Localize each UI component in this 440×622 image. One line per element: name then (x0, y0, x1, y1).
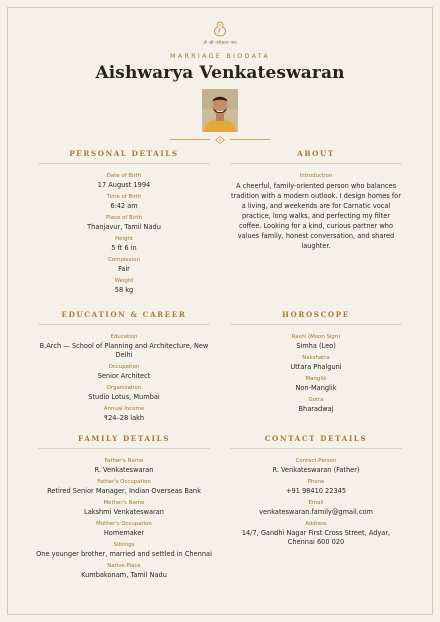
field-manglik (230, 376, 402, 393)
field-complexion (38, 257, 210, 274)
education-career-section (38, 310, 210, 423)
profile-photo (202, 89, 238, 132)
about-section (230, 149, 402, 251)
phone-value[interactable]: +91 98410 22345 (285, 487, 347, 495)
field-label: Address (305, 521, 327, 527)
field-label: Introduction (299, 173, 333, 179)
field-label: Nakshatra (302, 355, 330, 361)
horoscope-section (230, 310, 402, 414)
field-label: Contact Person (295, 458, 337, 464)
field-education (38, 334, 210, 360)
section-rule (230, 324, 402, 325)
section-rule (230, 448, 402, 449)
field-gotra (230, 397, 402, 414)
field-fathers-occupation (38, 479, 210, 496)
field-value: Retired Senior Manager, Indian Overseas Bank (47, 487, 201, 495)
field-fathers-name (38, 458, 210, 475)
field-introduction (230, 173, 402, 251)
field-label: Complexion (108, 257, 140, 263)
field-value: ₹24–28 lakh (103, 414, 145, 422)
field-label: Father's Occupation (97, 479, 151, 485)
field-value: R. Venkateswaran (Father) (272, 466, 360, 474)
field-label: Occupation (108, 364, 140, 370)
field-weight (38, 278, 210, 295)
field-siblings (38, 542, 210, 559)
field-phone (230, 479, 402, 496)
field-label: Time of Birth (106, 194, 142, 200)
field-contact-person (230, 458, 402, 475)
header-divider (170, 136, 270, 144)
field-value: Uttara Phalguni (290, 363, 342, 371)
field-label: Annual Income (103, 406, 145, 412)
field-value: Homemaker (103, 529, 145, 537)
field-value: Fair (118, 265, 130, 273)
section-title: HOROSCOPE (282, 310, 350, 319)
field-native-place (38, 563, 210, 580)
candidate-name: Aishwarya Venkateswaran (95, 63, 345, 83)
field-organization (38, 385, 210, 402)
section-rule (38, 324, 210, 325)
field-mothers-name (38, 500, 210, 517)
field-value: Studio Lotus, Mumbai (88, 393, 160, 401)
field-value: 5 ft 6 in (111, 244, 137, 252)
family-details-section (38, 434, 210, 580)
field-label: Date of Birth (106, 173, 142, 179)
field-label: Siblings (113, 542, 135, 548)
field-occupation (38, 364, 210, 381)
field-label: Weight (114, 278, 134, 284)
section-rule (38, 163, 210, 164)
section-title: FAMILY DETAILS (77, 434, 171, 443)
ganesha-emblem-icon (213, 21, 227, 37)
field-label: Height (115, 236, 133, 242)
section-title: PERSONAL DETAILS (69, 149, 179, 158)
document-type: MARRIAGE BIODATA (170, 52, 270, 60)
section-title: CONTACT DETAILS (264, 434, 368, 443)
ornament-icon (215, 136, 225, 144)
field-label: Mother's Name (103, 500, 145, 506)
section-rule (230, 163, 402, 164)
contact-details-section (230, 434, 402, 547)
field-label: Father's Name (104, 458, 144, 464)
field-email (230, 500, 402, 517)
section-title: EDUCATION & CAREER (61, 310, 187, 319)
field-value: Bharadwaj (298, 405, 334, 413)
field-label: Email (308, 500, 324, 506)
field-label: Rashi (Moon Sign) (291, 334, 341, 340)
field-date-of-birth (38, 173, 210, 190)
field-nakshatra (230, 355, 402, 372)
section-title: ABOUT (297, 149, 335, 158)
field-value: B.Arch — School of Planning and Architecture, New Delhi (39, 342, 209, 359)
field-mothers-occupation (38, 521, 210, 538)
field-value: 6:42 am (110, 202, 138, 210)
email-value[interactable]: venkateswaran.family@gmail.com (259, 508, 373, 516)
field-height (38, 236, 210, 253)
field-value: One younger brother, married and settled in Chennai (36, 550, 212, 558)
introduction-text: A cheerful, family-oriented person who balances tradition with a modern outlook. I design homes for a living, and weekends are for Carnatic vocal practice, long walks, and perfecting my filter coffee. Looking for a kind, curious partner who values family, honest conversation, and shared laughter. (231, 182, 401, 250)
field-rashi (230, 334, 402, 351)
blessing-text: ॐ श्री गणेशाय नमः (203, 41, 237, 46)
field-label: Gotra (308, 397, 324, 403)
field-label: Native Place (107, 563, 141, 569)
field-label: Education (110, 334, 138, 340)
field-place-of-birth (38, 215, 210, 232)
field-value: Simha (Leo) (296, 342, 336, 350)
field-value: 58 kg (114, 286, 134, 294)
field-value: Thanjavur, Tamil Nadu (87, 223, 161, 231)
header-emblem (0, 21, 440, 41)
field-label: Phone (307, 479, 325, 485)
field-label: Place of Birth (106, 215, 142, 221)
personal-details-section (38, 149, 210, 295)
field-label: Mother's Occupation (96, 521, 152, 527)
field-annual-income (38, 406, 210, 423)
field-address (230, 521, 402, 547)
field-time-of-birth (38, 194, 210, 211)
field-value: Non-Manglik (295, 384, 337, 392)
field-label: Manglik (305, 376, 327, 382)
field-value: 14/7, Gandhi Nagar First Cross Street, Adyar, Chennai 600 020 (241, 529, 391, 546)
section-rule (38, 448, 210, 449)
field-value: R. Venkateswaran (94, 466, 154, 474)
field-value: Kumbakonam, Tamil Nadu (81, 571, 167, 579)
field-label: Organization (106, 385, 142, 391)
field-value: Senior Architect (97, 372, 151, 380)
field-value: 17 August 1994 (97, 181, 151, 189)
field-value: Lakshmi Venkateswaran (84, 508, 164, 516)
